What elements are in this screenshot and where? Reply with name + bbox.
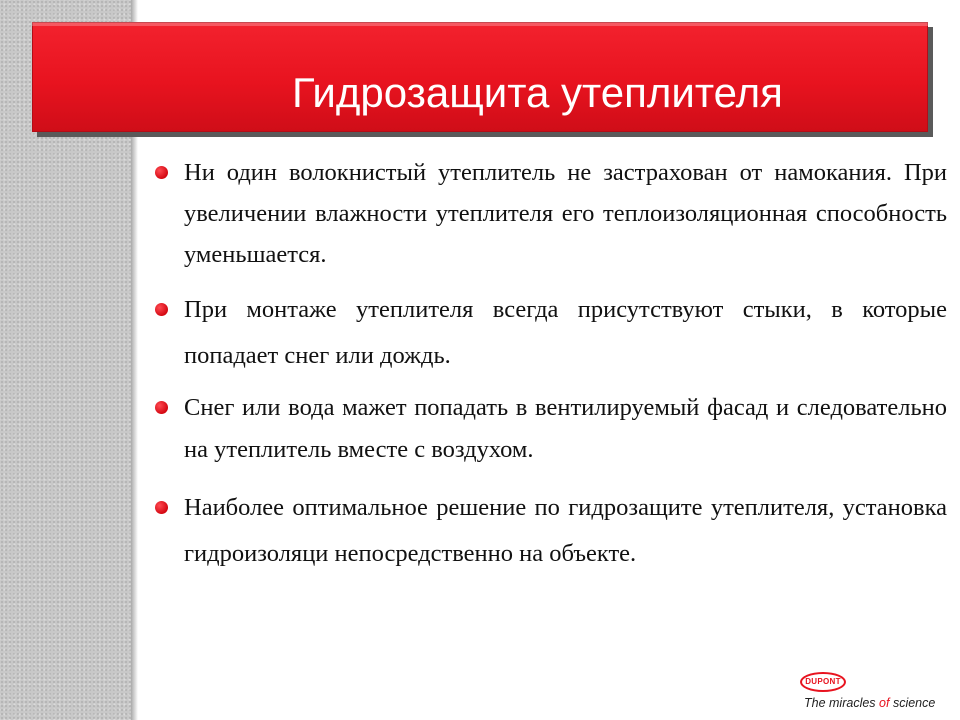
bullet-text: Ни один волокнистый утеплитель не застрахован от намокания. При увеличении влажности утеплителя его теплоизоляционная способность уменьшается. — [184, 159, 947, 268]
bullet-item — [155, 152, 947, 275]
dupont-logo — [800, 668, 940, 716]
title-bar — [32, 22, 928, 132]
bullet-item — [155, 387, 947, 471]
logo-tagline — [804, 696, 935, 710]
bullet-text: Снег или вода мажет попадать в вентилируемый фасад и следовательно на утеплитель вместе с воздухом. — [184, 394, 947, 463]
bullet-text: Наиболее оптимальное решение по гидрозащите утеплителя, установка гидроизоляци непосредственно на объекте. — [184, 494, 947, 567]
logo-brand: DUPONT — [805, 677, 841, 686]
bullet-item — [155, 485, 947, 577]
tagline-end: science — [889, 696, 936, 710]
bullet-text: При монтаже утеплителя всегда присутствуют стыки, в которые попадает снег или дождь. — [184, 296, 947, 369]
bullet-dot-icon — [155, 501, 168, 514]
bullet-dot-icon — [155, 401, 168, 414]
bullet-list — [155, 152, 947, 583]
bullet-dot-icon — [155, 166, 168, 179]
slide-title: Гидрозащита утеплителя — [292, 69, 783, 116]
bullet-dot-icon — [155, 303, 168, 316]
tagline-start: The miracles — [804, 696, 880, 710]
bullet-item — [155, 287, 947, 379]
tagline-of: of — [879, 696, 890, 710]
